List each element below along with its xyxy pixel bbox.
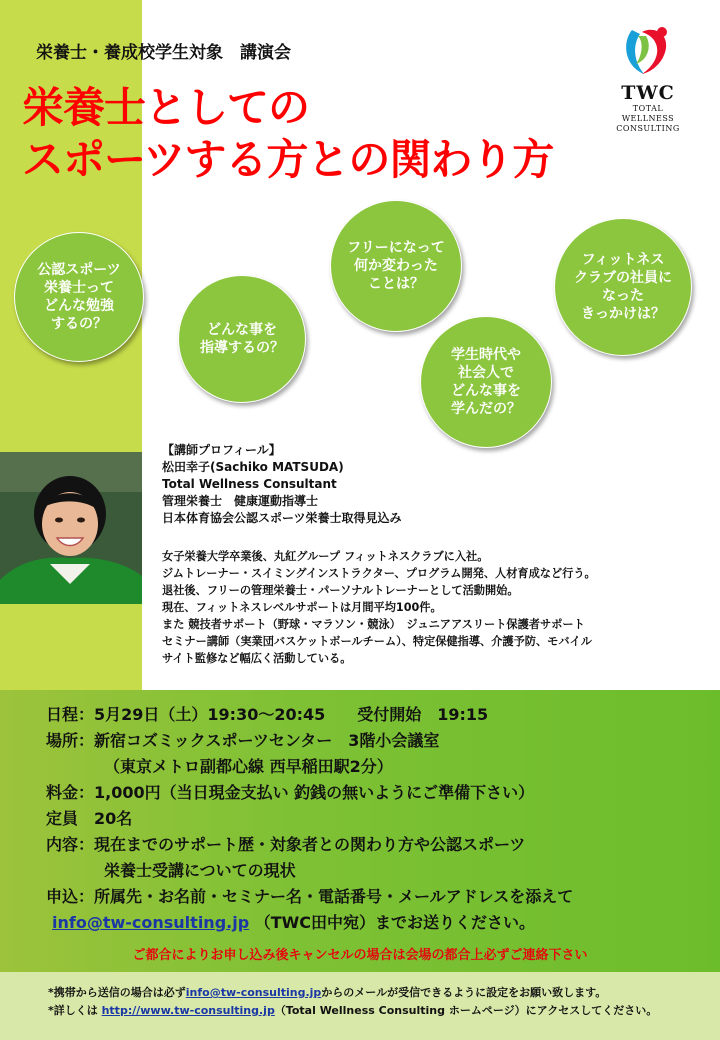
main-title — [22, 82, 553, 186]
speaker-certification: 日本体育協会公認スポーツ栄養士取得見込み — [162, 511, 402, 525]
footer-text: （Total Wellness Consulting ホームページ）にアクセスしてください。 — [274, 1004, 658, 1017]
cancellation-notice: ご都合によりお申し込み後キャンセルの場合は会場の都合上必ずご連絡下さい — [132, 948, 588, 963]
question-bubble-study: 公認スポーツ 栄養士って どんな勉強 するの？ — [14, 232, 144, 362]
twc-logo — [606, 22, 690, 134]
question-bubble-freelance: フリーになって 何か変わった ことは？ — [330, 200, 462, 332]
event-fee: 料金：1,000円（当日現金支払い 釣銭の無いようにご準備下さい） — [46, 783, 535, 802]
bio-line: ジムトレーナー・スイミングインストラクター、プログラム開発、人材育成など行う。 — [162, 567, 596, 580]
event-apply-email-line — [52, 910, 535, 933]
speaker-bio — [162, 548, 596, 667]
footer-website-link[interactable]: http://www.tw-consulting.jp — [101, 1004, 275, 1017]
bio-line: 女子栄養大学卒業後、丸紅グループ フィットネスクラブに入社。 — [162, 550, 489, 563]
bio-line: また 競技者サポート（野球・マラソン・競泳） ジュニアアスリート保護者サポート — [162, 618, 585, 631]
apply-tail: （TWC田中宛）までお送りください。 — [254, 913, 536, 932]
speaker-photo — [0, 452, 142, 604]
footer-text: *詳しくは — [48, 1004, 102, 1017]
profile-heading: 【講師プロフィール】 — [162, 443, 281, 457]
footer-email-link[interactable]: info@tw-consulting.jp — [185, 986, 322, 999]
question-bubble-fitness-club: フィットネス クラブの社員に なった きっかけは？ — [554, 218, 692, 356]
event-content: 内容：現在までのサポート歴・対象者との関わり方や公認スポーツ — [46, 835, 526, 854]
event-access: （東京メトロ副都心線 西早稲田駅2分） — [104, 757, 393, 776]
title-line-2: スポーツする方との関わり方 — [22, 135, 554, 184]
event-capacity: 定員 20名 — [46, 809, 133, 828]
logo-sub-wellness: WELLNESS — [621, 114, 675, 123]
twc-logo-icon — [618, 22, 678, 80]
speaker-qualification: 管理栄養士 健康運動指導士 — [162, 494, 319, 508]
bio-line: セミナー講師（実業団バスケットボールチーム）、特定保健指導、介護予防、モバイル — [162, 635, 592, 648]
event-content-cont: 栄養士受講についての現状 — [104, 861, 296, 880]
event-type-label: 栄養士・養成校学生対象 講演会 — [36, 43, 291, 63]
event-venue: 場所：新宿コズミックスポーツセンター 3階小会議室 — [46, 731, 440, 750]
bio-line: 退社後、フリーの管理栄養士・パーソナルトレーナーとして活動開始。 — [162, 584, 519, 597]
bio-line: サイト監修など幅広く活動している。 — [162, 652, 352, 665]
logo-sub-consulting: CONSULTING — [616, 124, 680, 133]
bio-line: 現在、フィットネスレベルサポートは月間平均100件。 — [162, 601, 442, 614]
speaker-profile — [162, 442, 402, 527]
footer-line-website — [48, 1002, 657, 1018]
question-bubble-student-days: 学生時代や 社会人で どんな事を 学んだの？ — [420, 316, 552, 448]
footer-text: からのメールが受信できるように設定をお願い致します。 — [321, 986, 607, 999]
speaker-name: 松田幸子(Sachiko MATSUDA) — [162, 460, 344, 474]
footer-text: *携帯から送信の場合は必ず — [48, 986, 186, 999]
logo-name: TWC — [621, 82, 675, 104]
event-apply: 申込：所属先・お名前・セミナー名・電話番号・メールアドレスを添えて — [46, 887, 574, 906]
speaker-company: Total Wellness Consultant — [162, 477, 337, 491]
logo-sub-total: TOTAL — [632, 104, 664, 113]
title-line-1: 栄養士としての — [22, 83, 310, 132]
question-bubble-guidance: どんな事を 指導するの？ — [178, 275, 306, 403]
event-date: 日程：5月29日（土）19:30～20:45 受付開始 19:15 — [46, 705, 489, 724]
contact-email-link[interactable]: info@tw-consulting.jp — [52, 913, 250, 932]
footer-line-mobile — [48, 984, 606, 1000]
